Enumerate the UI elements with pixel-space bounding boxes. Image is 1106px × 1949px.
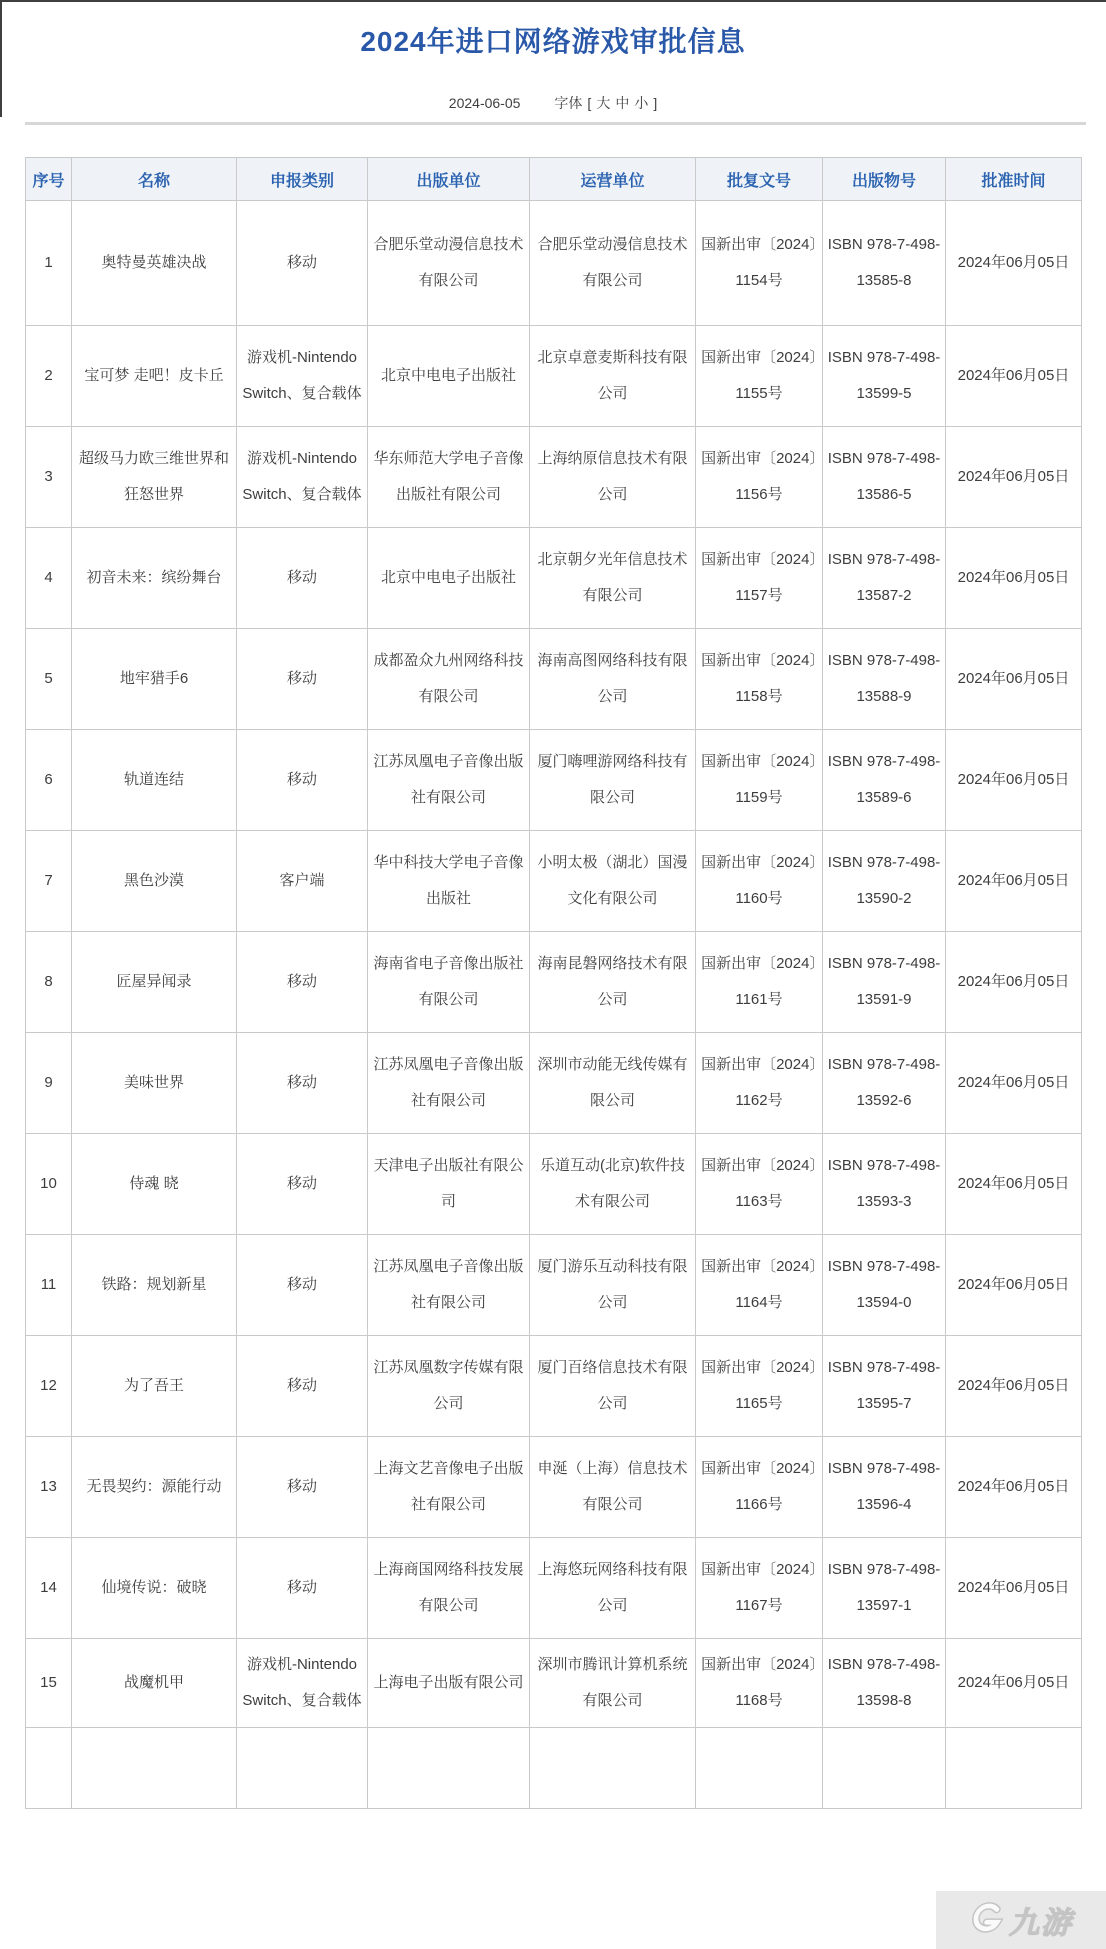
cell-approval-date: 2024年06月05日	[946, 1235, 1082, 1336]
table-row	[26, 427, 1082, 528]
cell-approval-date: 2024年06月05日	[946, 730, 1082, 831]
col-header-category: 申报类别	[237, 158, 368, 201]
cell-approval-date: 2024年06月05日	[946, 1336, 1082, 1437]
cell-publisher: 华东师范大学电子音像出版社有限公司	[368, 427, 530, 528]
cell-empty	[368, 1728, 530, 1809]
cell-approval-date: 2024年06月05日	[946, 831, 1082, 932]
cell-category: 移动	[237, 932, 368, 1033]
cell-operator: 北京朝夕光年信息技术有限公司	[530, 528, 696, 629]
cell-category: 移动	[237, 528, 368, 629]
cell-name: 匠屋异闻录	[72, 932, 237, 1033]
cell-publication-no: ISBN 978-7-498-13596-4	[823, 1437, 946, 1538]
table-row	[26, 1033, 1082, 1134]
cell-approval-no: 国新出审〔2024〕1165号	[696, 1336, 823, 1437]
cell-publication-no: ISBN 978-7-498-13598-8	[823, 1639, 946, 1728]
cell-index: 5	[26, 629, 72, 730]
font-size-large-link[interactable]: 大	[596, 95, 611, 111]
cell-index: 12	[26, 1336, 72, 1437]
cell-index: 14	[26, 1538, 72, 1639]
font-size-medium-link[interactable]: 中	[615, 95, 630, 111]
cell-approval-date: 2024年06月05日	[946, 201, 1082, 326]
table-row	[26, 831, 1082, 932]
cell-index: 6	[26, 730, 72, 831]
cell-name: 宝可梦 走吧！皮卡丘	[72, 326, 237, 427]
cell-approval-no: 国新出审〔2024〕1156号	[696, 427, 823, 528]
window-left-edge	[0, 0, 2, 117]
cell-name: 战魔机甲	[72, 1639, 237, 1728]
cell-name: 轨道连结	[72, 730, 237, 831]
cell-approval-no: 国新出审〔2024〕1168号	[696, 1639, 823, 1728]
font-size-bracket-open: [	[587, 95, 592, 111]
cell-name: 铁路：规划新星	[72, 1235, 237, 1336]
cell-empty	[696, 1728, 823, 1809]
cell-publication-no: ISBN 978-7-498-13590-2	[823, 831, 946, 932]
cell-category: 游戏机-Nintendo Switch、复合载体	[237, 427, 368, 528]
cell-publisher: 合肥乐堂动漫信息技术有限公司	[368, 201, 530, 326]
watermark-text: 九游	[1009, 1907, 1073, 1940]
cell-category: 移动	[237, 629, 368, 730]
cell-approval-date: 2024年06月05日	[946, 1033, 1082, 1134]
cell-publication-no: ISBN 978-7-498-13585-8	[823, 201, 946, 326]
cell-operator: 深圳市腾讯计算机系统有限公司	[530, 1639, 696, 1728]
col-header-publication-no: 出版物号	[823, 158, 946, 201]
col-header-operator: 运营单位	[530, 158, 696, 201]
cell-category: 移动	[237, 1134, 368, 1235]
cell-approval-no: 国新出审〔2024〕1158号	[696, 629, 823, 730]
cell-publication-no: ISBN 978-7-498-13594-0	[823, 1235, 946, 1336]
cell-name: 黑色沙漠	[72, 831, 237, 932]
col-header-publisher: 出版单位	[368, 158, 530, 201]
cell-operator: 厦门游乐互动科技有限公司	[530, 1235, 696, 1336]
table-row	[26, 629, 1082, 730]
cell-operator: 合肥乐堂动漫信息技术有限公司	[530, 201, 696, 326]
cell-publication-no: ISBN 978-7-498-13599-5	[823, 326, 946, 427]
table-row	[26, 1639, 1082, 1728]
cell-approval-date: 2024年06月05日	[946, 1639, 1082, 1728]
cell-approval-no: 国新出审〔2024〕1166号	[696, 1437, 823, 1538]
cell-approval-date: 2024年06月05日	[946, 1134, 1082, 1235]
table-row	[26, 1134, 1082, 1235]
cell-operator: 小明太极（湖北）国漫文化有限公司	[530, 831, 696, 932]
cell-category: 移动	[237, 1336, 368, 1437]
cell-approval-no: 国新出审〔2024〕1160号	[696, 831, 823, 932]
cell-operator: 厦门百络信息技术有限公司	[530, 1336, 696, 1437]
window-top-edge	[0, 0, 1106, 2]
cell-approval-no: 国新出审〔2024〕1157号	[696, 528, 823, 629]
cell-approval-date: 2024年06月05日	[946, 932, 1082, 1033]
font-size-small-link[interactable]: 小	[634, 95, 649, 111]
font-size-selector	[554, 93, 657, 113]
cell-index: 1	[26, 201, 72, 326]
cell-index: 13	[26, 1437, 72, 1538]
cell-category: 移动	[237, 1437, 368, 1538]
cell-publisher: 上海电子出版有限公司	[368, 1639, 530, 1728]
table-row	[26, 1538, 1082, 1639]
col-header-approval-date: 批准时间	[946, 158, 1082, 201]
cell-name: 美味世界	[72, 1033, 237, 1134]
cell-publisher: 江苏凤凰电子音像出版社有限公司	[368, 730, 530, 831]
cell-approval-no: 国新出审〔2024〕1164号	[696, 1235, 823, 1336]
cell-index: 4	[26, 528, 72, 629]
cell-empty	[823, 1728, 946, 1809]
cell-index: 10	[26, 1134, 72, 1235]
publish-date: 2024-06-05	[448, 95, 521, 111]
cell-category: 移动	[237, 1235, 368, 1336]
cell-operator: 海南昆磐网络技术有限公司	[530, 932, 696, 1033]
cell-index: 11	[26, 1235, 72, 1336]
cell-name: 侍魂 晓	[72, 1134, 237, 1235]
cell-index: 8	[26, 932, 72, 1033]
table-row	[26, 1437, 1082, 1538]
cell-publication-no: ISBN 978-7-498-13588-9	[823, 629, 946, 730]
cell-publication-no: ISBN 978-7-498-13589-6	[823, 730, 946, 831]
cell-empty	[72, 1728, 237, 1809]
cell-publication-no: ISBN 978-7-498-13586-5	[823, 427, 946, 528]
cell-name: 为了吾王	[72, 1336, 237, 1437]
cell-approval-no: 国新出审〔2024〕1159号	[696, 730, 823, 831]
col-header-name: 名称	[72, 158, 237, 201]
cell-empty	[26, 1728, 72, 1809]
table-header-row	[26, 158, 1082, 201]
cell-index: 15	[26, 1639, 72, 1728]
cell-operator: 海南高图网络科技有限公司	[530, 629, 696, 730]
cell-approval-date: 2024年06月05日	[946, 1437, 1082, 1538]
cell-category: 游戏机-Nintendo Switch、复合载体	[237, 326, 368, 427]
cell-operator: 北京卓意麦斯科技有限公司	[530, 326, 696, 427]
cell-empty	[530, 1728, 696, 1809]
table-row	[26, 1336, 1082, 1437]
font-size-label: 字体	[554, 95, 583, 111]
cell-index: 2	[26, 326, 72, 427]
cell-approval-no: 国新出审〔2024〕1163号	[696, 1134, 823, 1235]
cell-approval-date: 2024年06月05日	[946, 629, 1082, 730]
page-title: 2024年进口网络游戏审批信息	[360, 26, 746, 57]
table-row	[26, 730, 1082, 831]
cell-name: 仙境传说：破晓	[72, 1538, 237, 1639]
cell-category: 移动	[237, 1538, 368, 1639]
cell-index: 7	[26, 831, 72, 932]
approval-table-body	[26, 201, 1082, 1809]
cell-publisher: 江苏凤凰电子音像出版社有限公司	[368, 1033, 530, 1134]
cell-category: 移动	[237, 730, 368, 831]
cell-operator: 申涎（上海）信息技术有限公司	[530, 1437, 696, 1538]
cell-operator: 上海悠玩网络科技有限公司	[530, 1538, 696, 1639]
table-row	[26, 932, 1082, 1033]
cell-publisher: 北京中电电子出版社	[368, 326, 530, 427]
cell-publisher: 海南省电子音像出版社有限公司	[368, 932, 530, 1033]
cell-approval-no: 国新出审〔2024〕1162号	[696, 1033, 823, 1134]
watermark	[936, 1891, 1106, 1949]
table-row	[26, 326, 1082, 427]
cell-approval-date: 2024年06月05日	[946, 1538, 1082, 1639]
cell-category: 游戏机-Nintendo Switch、复合载体	[237, 1639, 368, 1728]
cell-publisher: 上海商国网络科技发展有限公司	[368, 1538, 530, 1639]
cell-empty	[946, 1728, 1082, 1809]
cell-name: 超级马力欧三维世界和狂怒世界	[72, 427, 237, 528]
cell-approval-no: 国新出审〔2024〕1154号	[696, 201, 823, 326]
table-row	[26, 528, 1082, 629]
cell-publication-no: ISBN 978-7-498-13592-6	[823, 1033, 946, 1134]
approval-table	[25, 157, 1082, 1809]
cell-approval-no: 国新出审〔2024〕1155号	[696, 326, 823, 427]
cell-operator: 上海纳原信息技术有限公司	[530, 427, 696, 528]
cell-publication-no: ISBN 978-7-498-13591-9	[823, 932, 946, 1033]
cell-empty	[237, 1728, 368, 1809]
meta-bar	[0, 94, 1106, 112]
cell-publisher: 上海文艺音像电子出版社有限公司	[368, 1437, 530, 1538]
cell-name: 奥特曼英雄决战	[72, 201, 237, 326]
cell-name: 地牢猎手6	[72, 629, 237, 730]
cell-publisher: 华中科技大学电子音像出版社	[368, 831, 530, 932]
cell-publication-no: ISBN 978-7-498-13597-1	[823, 1538, 946, 1639]
cell-index: 9	[26, 1033, 72, 1134]
cell-publisher: 天津电子出版社有限公司	[368, 1134, 530, 1235]
cell-publication-no: ISBN 978-7-498-13593-3	[823, 1134, 946, 1235]
table-row	[26, 1235, 1082, 1336]
cell-publisher: 江苏凤凰电子音像出版社有限公司	[368, 1235, 530, 1336]
watermark-logo-g-icon	[966, 1901, 1005, 1940]
font-size-bracket-close: ]	[653, 95, 658, 111]
cell-operator: 厦门嗨哩游网络科技有限公司	[530, 730, 696, 831]
divider	[25, 122, 1086, 125]
cell-publisher: 北京中电电子出版社	[368, 528, 530, 629]
cell-operator: 乐道互动(北京)软件技术有限公司	[530, 1134, 696, 1235]
table-row-partial	[26, 1728, 1082, 1809]
cell-operator: 深圳市动能无线传媒有限公司	[530, 1033, 696, 1134]
cell-name: 初音未来：缤纷舞台	[72, 528, 237, 629]
col-header-approval-no: 批复文号	[696, 158, 823, 201]
cell-publisher: 成都盈众九州网络科技有限公司	[368, 629, 530, 730]
cell-name: 无畏契约：源能行动	[72, 1437, 237, 1538]
cell-category: 客户端	[237, 831, 368, 932]
table-row	[26, 201, 1082, 326]
cell-approval-date: 2024年06月05日	[946, 326, 1082, 427]
cell-category: 移动	[237, 1033, 368, 1134]
cell-approval-no: 国新出审〔2024〕1161号	[696, 932, 823, 1033]
cell-publication-no: ISBN 978-7-498-13595-7	[823, 1336, 946, 1437]
cell-approval-date: 2024年06月05日	[946, 528, 1082, 629]
col-header-index: 序号	[26, 158, 72, 201]
cell-index: 3	[26, 427, 72, 528]
cell-approval-no: 国新出审〔2024〕1167号	[696, 1538, 823, 1639]
cell-publisher: 江苏凤凰数字传媒有限公司	[368, 1336, 530, 1437]
cell-category: 移动	[237, 201, 368, 326]
cell-publication-no: ISBN 978-7-498-13587-2	[823, 528, 946, 629]
cell-approval-date: 2024年06月05日	[946, 427, 1082, 528]
